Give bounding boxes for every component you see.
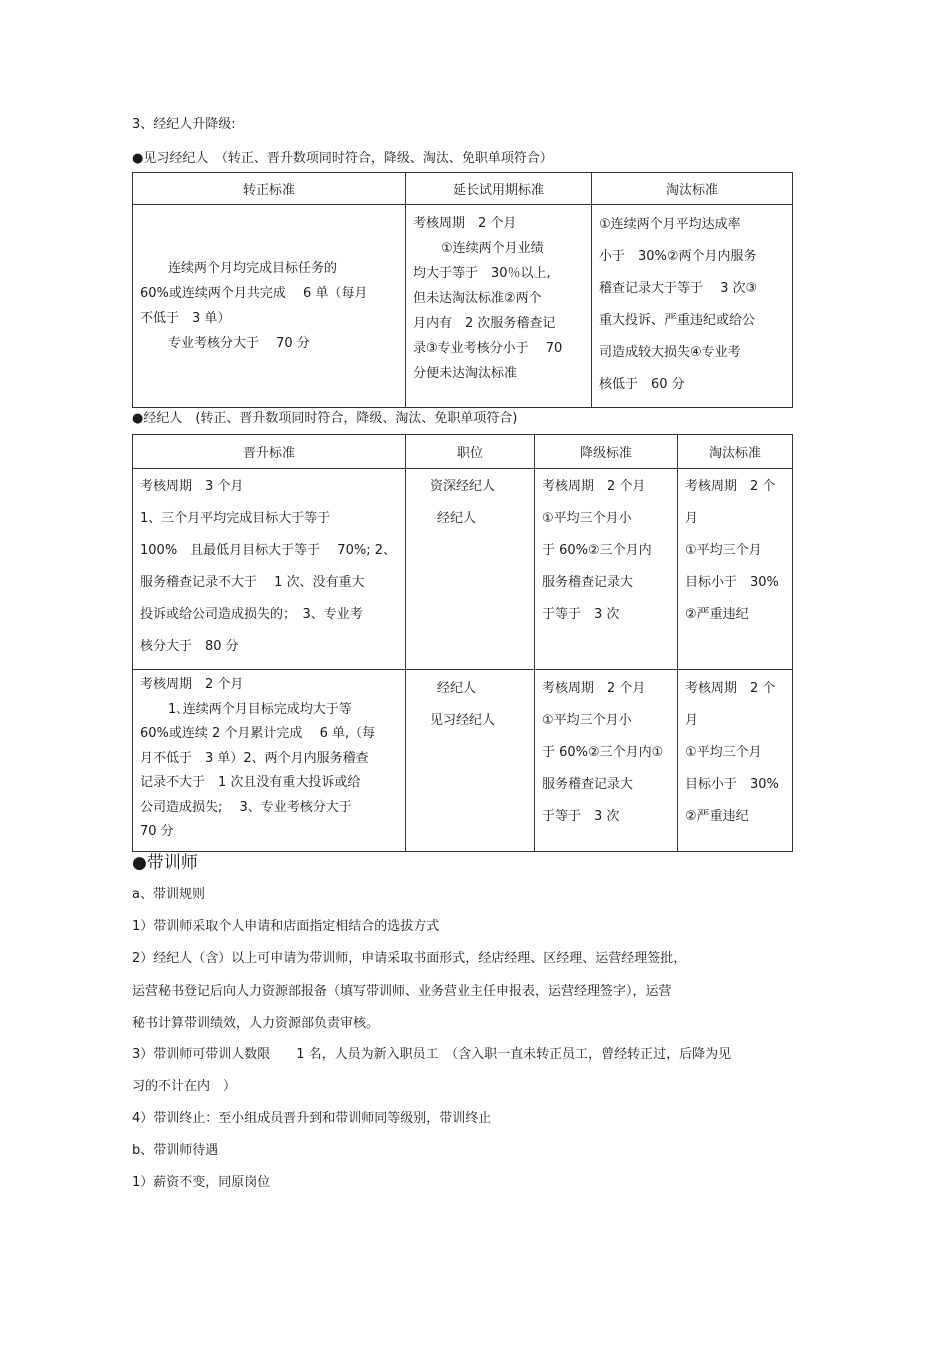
text-line: 1、三个月平均完成目标大于等于 [140,511,331,526]
demotion-cell [535,670,678,852]
text-line: 资深经纪人 [430,479,496,494]
agent-row-senior [133,469,793,670]
elimination-cell [678,670,793,852]
text-line: 公司造成损失; 3、专业考核分大于 [140,799,352,815]
trainee-regularization-cell [133,205,406,408]
text-line: 70 分 [140,824,174,839]
header-regularization: 转正标准 [133,173,406,205]
agent-heading: ●经纪人 (转正、晋升数项同时符合，降级、淘汰、免职单项符合) [132,411,518,426]
text-line: 100% 且最低月目标大于等于 70%; 2、 [140,543,396,558]
header-promotion: 晋升标准 [133,435,406,469]
text-line: 月 [685,511,699,526]
mentor-line: b、带训师待遇 [132,1143,219,1158]
trainee-heading: ●见习经纪人 （转正、晋升数项同时符合，降级、淘汰、免职单项符合） [132,151,553,166]
promotion-cell [133,670,406,852]
elimination-cell [678,469,793,670]
text-line: 记录不大于 1 次且没有重大投诉或给 [140,775,361,790]
promotion-cell [133,469,406,670]
text-line: 分便未达淘汰标准 [413,366,518,381]
text-line: 月不低于 3 单）2、两个月内服务稽查 [140,750,369,766]
mentor-line: 运营秘书登记后向人力资源部报备（填写带训师、业务营业主任申报表，运营经理签字），运营 [132,984,672,999]
header-elimination: 淘汰标准 [678,435,793,469]
text-line: ①连续两个月平均达成率 [599,217,741,232]
text-line: 但未达淘汰标准②两个 [413,291,542,306]
text-line: 小于 30%②两个月内服务 [599,249,757,264]
text-line: 月 [685,713,699,728]
text-line: 于 60%②三个月内 [542,543,652,558]
demotion-cell [535,469,678,670]
section-title: 3、经纪人升降级: [132,117,236,132]
text-line: 连续两个月均完成目标任务的 [168,261,338,276]
text-line: 均大于等于 30％以上, [413,266,551,281]
text-line: ①平均三个月 [685,745,762,760]
text-line: 经纪人 [437,511,477,526]
trainee-extension-cell [406,205,592,408]
text-line: ②严重违纪 [685,809,749,824]
text-line: 见习经纪人 [430,713,496,728]
text-line: 于等于 3 次 [542,607,620,622]
text-line: 服务稽查记录大 [542,575,634,590]
text-line: 考核周期 2 个月 [542,681,646,696]
text-line: 考核周期 3 个月 [140,479,244,494]
text-line: 1､连续两个月目标完成均大于等 [168,701,352,717]
text-line: 60%或连续两个月共完成 6 单（每月 [140,286,368,301]
text-line: ①平均三个月小 [542,713,632,728]
position-cell [406,469,535,670]
text-line: 不低于 3 单） [140,311,231,326]
text-line: ②严重违纪 [685,607,749,622]
agent-row-junior [133,670,793,852]
agent-table [132,434,793,852]
mentor-line: 秘书计算带训绩效，人力资源部负责审核。 [132,1016,380,1031]
mentor-line: 1）薪资不变，同原岗位 [132,1175,271,1190]
text-line: 于等于 3 次 [542,809,620,824]
text-line: 录③专业考核分小于 70 [413,341,563,356]
position-cell [406,670,535,852]
text-line: 于 60%②三个月内① [542,745,664,760]
text-line: 专业考核分大于 70 分 [168,336,310,351]
text-line: 考核周期 2 个 [685,681,776,696]
trainee-elimination-cell [592,205,793,408]
text-line: 考核周期 2 个月 [413,216,517,231]
text-line: 月内有 2 次服务稽查记 [413,316,556,331]
text-line: 重大投诉、严重违纪或给公 [599,313,756,328]
text-line: 稽查记录大于等于 3 次③ [599,281,758,296]
header-extension: 延长试用期标准 [406,173,592,205]
text-line: 考核周期 2 个 [685,479,776,494]
header-demotion: 降级标准 [535,435,678,469]
text-line: 服务稽查记录大 [542,777,634,792]
mentor-heading: ●带训师 [132,853,198,873]
trainee-table [132,172,793,408]
text-line: 司造成较大损失④专业考 [599,345,741,360]
text-line: 核分大于 80 分 [140,639,239,654]
mentor-line: a、带训规则 [132,887,205,902]
text-line: 经纪人 [437,681,477,696]
mentor-line: 1）带训师采取个人申请和店面指定相结合的选拔方式 [132,919,440,934]
text-line: 60%或连续 2 个月累计完成 6 单,（每 [140,726,376,741]
trainee-header-row [133,173,793,205]
text-line: 服务稽查记录不大于 1 次、没有重大 [140,575,365,590]
mentor-line: 2）经纪人（含）以上可申请为带训师，申请采取书面形式，经店经理、区经理、运营经理签批， [132,951,687,966]
agent-header-row [133,435,793,469]
text-line: 投诉或给公司造成损失的； 3、专业考 [140,607,363,622]
text-line: 目标小于 30% [685,575,779,590]
text-line: ①连续两个月业绩 [441,241,544,256]
trainee-body-row [133,205,793,408]
text-line: ①平均三个月小 [542,511,632,526]
header-elimination: 淘汰标准 [592,173,793,205]
mentor-line: 4）带训终止：至小组成员晋升到和带训师同等级别，带训终止 [132,1111,492,1126]
text-line: 目标小于 30% [685,777,779,792]
header-position: 职位 [406,435,535,469]
text-line: ①平均三个月 [685,543,762,558]
text-line: 考核周期 2 个月 [140,677,244,692]
text-line: 考核周期 2 个月 [542,479,646,494]
text-line: 核低于 60 分 [599,377,685,392]
mentor-line: 3）带训师可带训人数限 1 名，人员为新入职员工 （含入职一直未转正员工，曾经转正过，后降为见 [132,1047,732,1062]
mentor-line: 习的不计在内 ） [132,1079,237,1094]
